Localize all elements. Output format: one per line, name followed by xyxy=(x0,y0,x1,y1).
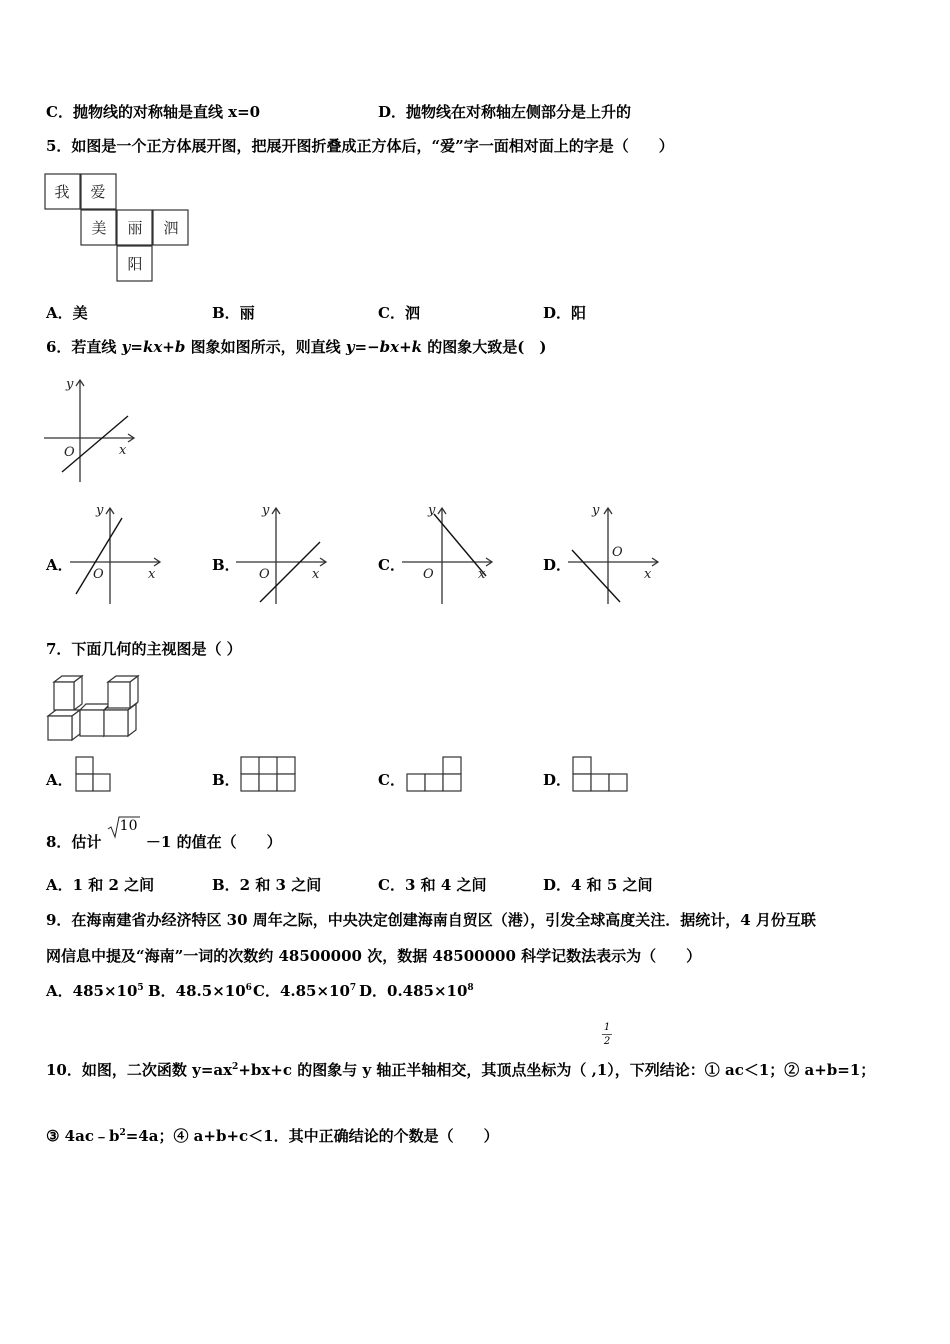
net-cell-6: 阳 xyxy=(127,255,143,273)
svg-text:y: y xyxy=(66,377,74,392)
q8-option-c[interactable]: C．3 和 4 之间 xyxy=(378,876,487,894)
q5-cube-net xyxy=(44,173,194,285)
q9-stem-line2: 网信息中提及“海南”一词的次数约 48500000 次，数据 48500000 科学记数法表示为（ ） xyxy=(46,947,702,965)
q4-option-c[interactable]: C．抛物线的对称轴是直线 x=0 xyxy=(46,103,261,121)
q5-option-c[interactable]: C．泗 xyxy=(378,304,420,322)
q7-solid-figure xyxy=(44,674,144,746)
net-cell-2: 爱 xyxy=(90,183,106,201)
sqrt-10: 10 xyxy=(107,829,141,847)
svg-text:O: O xyxy=(93,567,104,582)
q5-option-b[interactable]: B．丽 xyxy=(212,304,255,322)
q6-option-d-graph xyxy=(564,500,664,608)
q9-option-b[interactable]: B．$48.5\times 10^6$ xyxy=(148,982,252,1000)
svg-text:x: x xyxy=(312,567,320,582)
svg-text:x: x xyxy=(644,567,652,582)
q5-option-d[interactable]: D．阳 xyxy=(543,304,587,322)
q9-option-d[interactable]: D．$0.485\times 10^8$ xyxy=(359,982,474,1000)
q9-option-c[interactable]: C．$4.85\times 10^7$ xyxy=(253,982,357,1000)
q6-option-c[interactable]: C． xyxy=(378,556,405,574)
q7-option-a[interactable]: A． xyxy=(46,771,73,789)
svg-text:y: y xyxy=(428,503,436,518)
svg-text:x: x xyxy=(148,567,156,582)
svg-text:O: O xyxy=(64,445,75,460)
q6-option-d[interactable]: D． xyxy=(543,556,572,574)
q7-option-d-view xyxy=(572,756,630,792)
svg-text:y: y xyxy=(96,503,104,518)
q8-stem: 8．估计 10 －1 的值在（ ） xyxy=(46,818,282,851)
svg-text:y: y xyxy=(592,503,600,518)
q8-option-d[interactable]: D．4 和 5 之间 xyxy=(543,876,653,894)
q10-stem-line1: 10．如图，二次函数 $y=ax^2+bx+c$ 的图象与 y 轴正半轴相交，其顶点坐标为（ ,1），下列结论：① ac＜1；② a+b=1； xyxy=(46,1061,876,1079)
q6-option-a[interactable]: A． xyxy=(46,556,73,574)
q6-reference-graph xyxy=(44,374,139,484)
net-cell-3: 美 xyxy=(91,219,107,237)
q7-option-a-view xyxy=(74,756,114,792)
q8-option-b[interactable]: B．2 和 3 之间 xyxy=(212,876,322,894)
q4-option-d[interactable]: D．抛物线在对称轴左侧部分是上升的 xyxy=(378,103,632,121)
net-cell-4: 丽 xyxy=(127,219,143,237)
q5-stem: 5．如图是一个正方体展开图，把展开图折叠成正方体后，“爱”字一面相对面上的字是（ ） xyxy=(46,137,674,155)
q7-option-c[interactable]: C． xyxy=(378,771,405,789)
q7-option-b-view xyxy=(240,756,298,792)
svg-text:O: O xyxy=(259,567,270,582)
net-cell-1: 我 xyxy=(54,183,70,201)
q6-option-b-graph xyxy=(232,500,332,608)
net-cell-5: 泗 xyxy=(163,219,179,237)
svg-text:x: x xyxy=(119,443,127,458)
q6-option-c-graph xyxy=(398,500,498,608)
q7-option-c-view xyxy=(406,756,464,792)
q7-option-b[interactable]: B． xyxy=(212,771,240,789)
svg-text:y: y xyxy=(262,503,270,518)
svg-text:O: O xyxy=(423,567,434,582)
svg-text:x: x xyxy=(478,567,486,582)
q9-stem-line1: 9．在海南建省办经济特区 30 周年之际，中央决定创建海南自贸区（港），引发全球高度关注．据统计，4 月份互联 xyxy=(46,911,816,929)
q5-option-a[interactable]: A．美 xyxy=(46,304,88,322)
q10-fraction: 1 2 xyxy=(603,1022,611,1047)
q7-stem: 7．下面几何的主视图是（ ） xyxy=(46,640,242,658)
q7-option-d[interactable]: D． xyxy=(543,771,572,789)
svg-text:O: O xyxy=(612,545,623,560)
q10-stem-line2: ③ $4ac﹣b^2=4a$；④ a+b+c＜1．其中正确结论的个数是（ ） xyxy=(46,1127,499,1145)
q6-option-b[interactable]: B． xyxy=(212,556,240,574)
q8-option-a[interactable]: A．1 和 2 之间 xyxy=(46,876,155,894)
q6-option-a-graph xyxy=(66,500,166,608)
q9-option-a[interactable]: A．$485\times 10^5$ xyxy=(46,982,144,1000)
q6-stem: 6．若直线 y=kx+b 图象如图所示，则直线 y=−bx+k 的图象大致是( ) xyxy=(46,338,547,356)
